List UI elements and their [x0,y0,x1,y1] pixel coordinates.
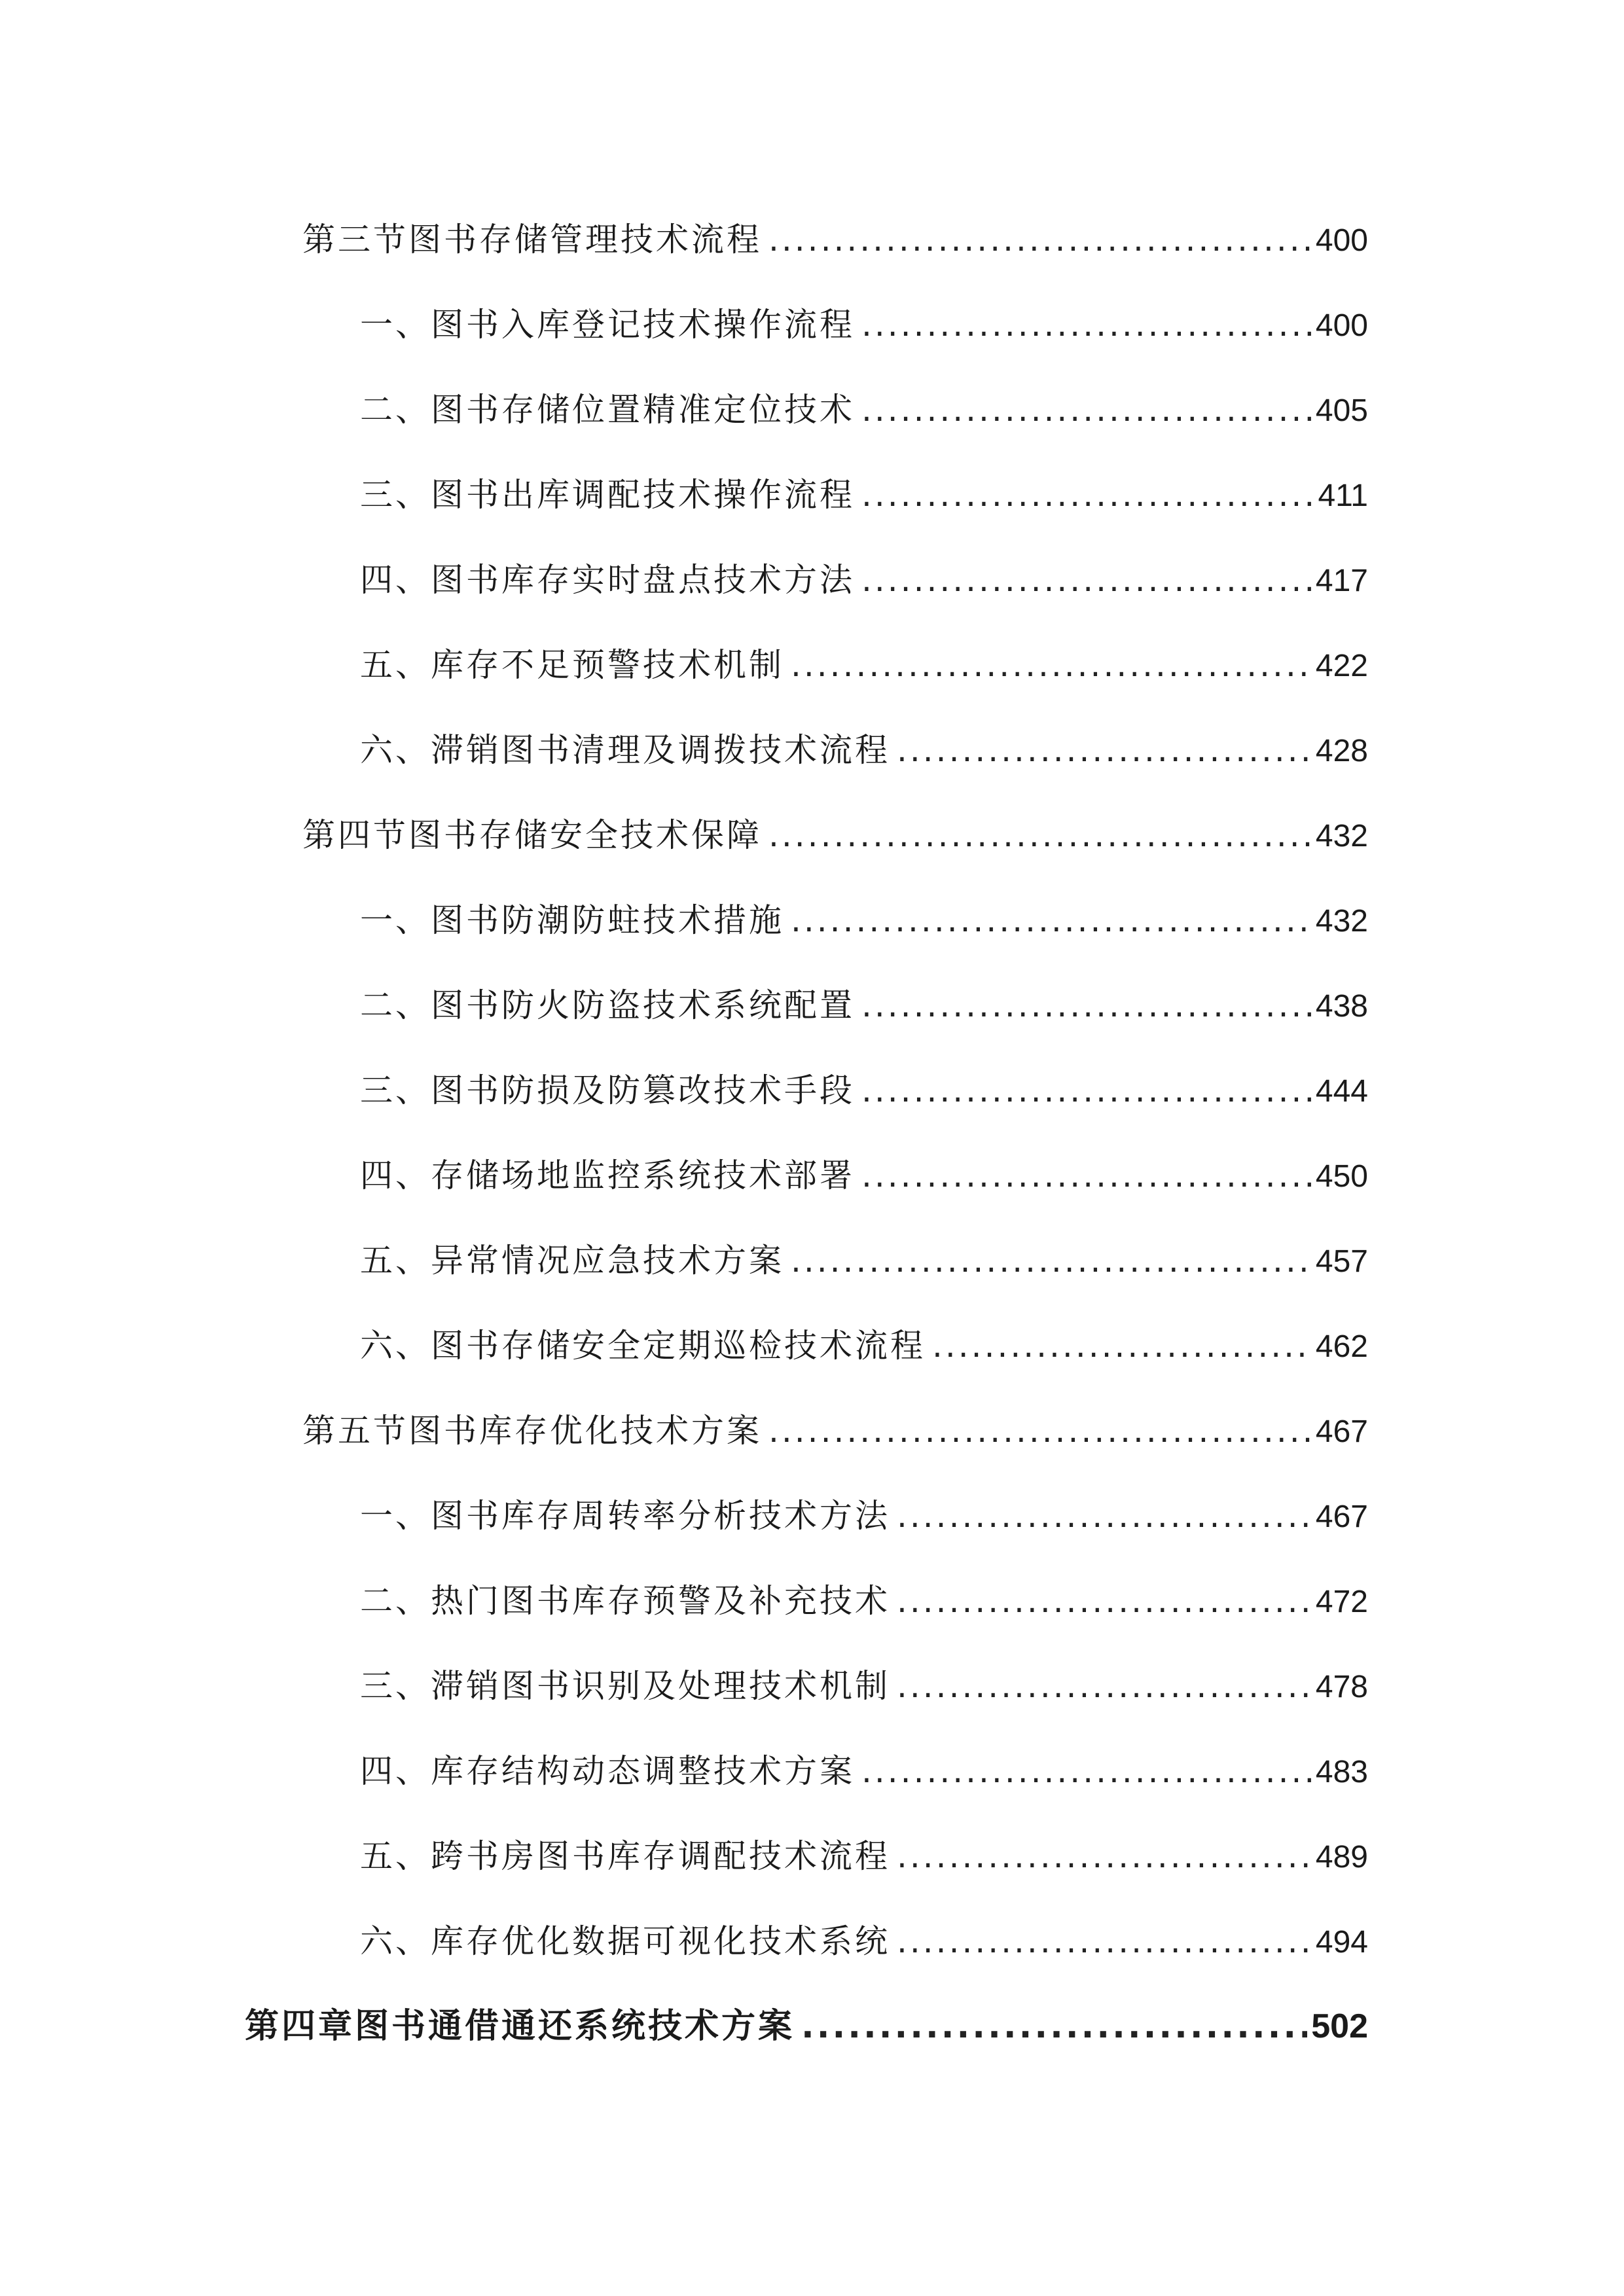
toc-entry-item[interactable] [360,979,1368,1031]
toc-entry-page: 444 [1315,1074,1368,1109]
toc-leader-dots [897,1490,1312,1542]
toc-entry-title: 三、图书防损及防篡改技术手段 [360,1071,855,1109]
toc-entry-title: 一、图书库存周转率分析技术方法 [360,1497,890,1535]
toc-entry-title: 二、热门图书库存预警及补充技术 [360,1582,890,1620]
toc-entry-title: 四、图书库存实时盘点技术方法 [360,561,855,599]
toc-leader-dots [768,1405,1312,1457]
toc-entry-item[interactable] [360,894,1368,946]
toc-leader-dots [897,724,1312,776]
toc-entry-item[interactable] [360,298,1368,351]
toc-leader-dots [861,384,1312,436]
toc-entry-page: 472 [1315,1585,1368,1619]
toc-entry-title: 第四节图书存储安全技术保障 [302,816,762,854]
toc-entry-item[interactable] [360,1319,1368,1372]
toc-leader-dots [897,1660,1312,1712]
toc-entry-page: 432 [1315,904,1368,939]
toc-entry-page: 467 [1315,1414,1368,1449]
toc-leader-dots [861,979,1312,1031]
toc-entry-page: 432 [1315,819,1368,853]
toc-entry-item[interactable] [360,554,1368,606]
toc-entry-page: 489 [1315,1840,1368,1874]
toc-entry-title: 三、图书出库调配技术操作流程 [360,476,855,514]
toc-entry-item[interactable] [360,639,1368,691]
toc-entry-item[interactable] [360,384,1368,436]
toc-entry-page: 483 [1315,1755,1368,1789]
toc-leader-dots [861,469,1314,521]
toc-entry-title: 四、存储场地监控系统技术部署 [360,1157,855,1194]
toc-entry-page: 428 [1315,734,1368,768]
toc-entry-title: 五、库存不足预警技术机制 [360,646,784,684]
toc-entry-page: 438 [1315,989,1368,1024]
toc-entry-title: 第四章图书通借通还系统技术方案 [245,2007,795,2046]
toc-entry-page: 405 [1315,393,1368,428]
toc-entry-item[interactable] [360,1575,1368,1627]
toc-leader-dots [861,1149,1312,1202]
toc-leader-dots [791,1234,1312,1287]
toc-leader-dots [768,809,1312,861]
toc-entry-item[interactable] [360,724,1368,776]
toc-entry-section-3[interactable] [302,213,1368,266]
toc-leader-dots [791,894,1312,946]
toc-entry-title: 二、图书防火防盗技术系统配置 [360,986,855,1024]
toc-entry-item[interactable] [360,1915,1368,1967]
toc-entry-page: 411 [1318,478,1368,513]
toc-entry-title: 一、图书入库登记技术操作流程 [360,306,855,344]
toc-entry-page: 502 [1311,2007,1368,2045]
toc-entry-page: 400 [1315,223,1368,258]
toc-entry-title: 六、图书存储安全定期巡检技术流程 [360,1327,926,1365]
toc-entry-title: 三、滞销图书识别及处理技术机制 [360,1667,890,1705]
toc-entry-page: 400 [1315,308,1368,343]
toc-leader-dots [897,1915,1312,1967]
toc-entry-page: 457 [1315,1244,1368,1279]
toc-leader-dots [897,1575,1312,1627]
toc-entry-title: 五、跨书房图书库存调配技术流程 [360,1837,890,1875]
toc-entry-section-4[interactable] [302,809,1368,861]
toc-entry-item[interactable] [360,1490,1368,1542]
toc-entry-item[interactable] [360,1149,1368,1202]
toc-entry-title: 六、库存优化数据可视化技术系统 [360,1922,890,1960]
toc-entry-title: 一、图书防潮防蛀技术措施 [360,901,784,939]
toc-leader-dots [768,213,1312,266]
toc-leader-dots [791,639,1312,691]
toc-leader-dots [897,1830,1312,1882]
toc-entry-title: 第五节图书库存优化技术方案 [302,1412,762,1450]
toc-entry-title: 四、库存结构动态调整技术方案 [360,1752,855,1790]
toc-entry-item[interactable] [360,469,1368,521]
toc-leader-dots [801,2000,1307,2053]
toc-entry-item[interactable] [360,1830,1368,1882]
toc-entry-title: 六、滞销图书清理及调拨技术流程 [360,731,890,769]
toc-entry-page: 467 [1315,1499,1368,1534]
toc-entry-page: 462 [1315,1329,1368,1364]
toc-entry-title: 第三节图书存储管理技术流程 [302,221,762,259]
toc-entry-title: 五、异常情况应急技术方案 [360,1242,784,1280]
toc-entry-title: 二、图书存储位置精准定位技术 [360,391,855,429]
toc-entry-page: 478 [1315,1670,1368,1704]
toc-entry-page: 417 [1315,564,1368,598]
toc-entry-page: 422 [1315,649,1368,683]
toc-leader-dots [861,298,1312,351]
toc-leader-dots [932,1319,1312,1372]
toc-entry-section-5[interactable] [302,1405,1368,1457]
toc-entry-item[interactable] [360,1660,1368,1712]
toc-entry-page: 494 [1315,1925,1368,1960]
toc-leader-dots [861,1064,1312,1117]
toc-leader-dots [861,1745,1312,1797]
toc-entry-item[interactable] [360,1745,1368,1797]
toc-entry-page: 450 [1315,1159,1368,1194]
toc-entry-item[interactable] [360,1064,1368,1117]
toc-entry-chapter-4[interactable] [245,2000,1368,2053]
toc-entry-item[interactable] [360,1234,1368,1287]
toc-leader-dots [861,554,1312,606]
